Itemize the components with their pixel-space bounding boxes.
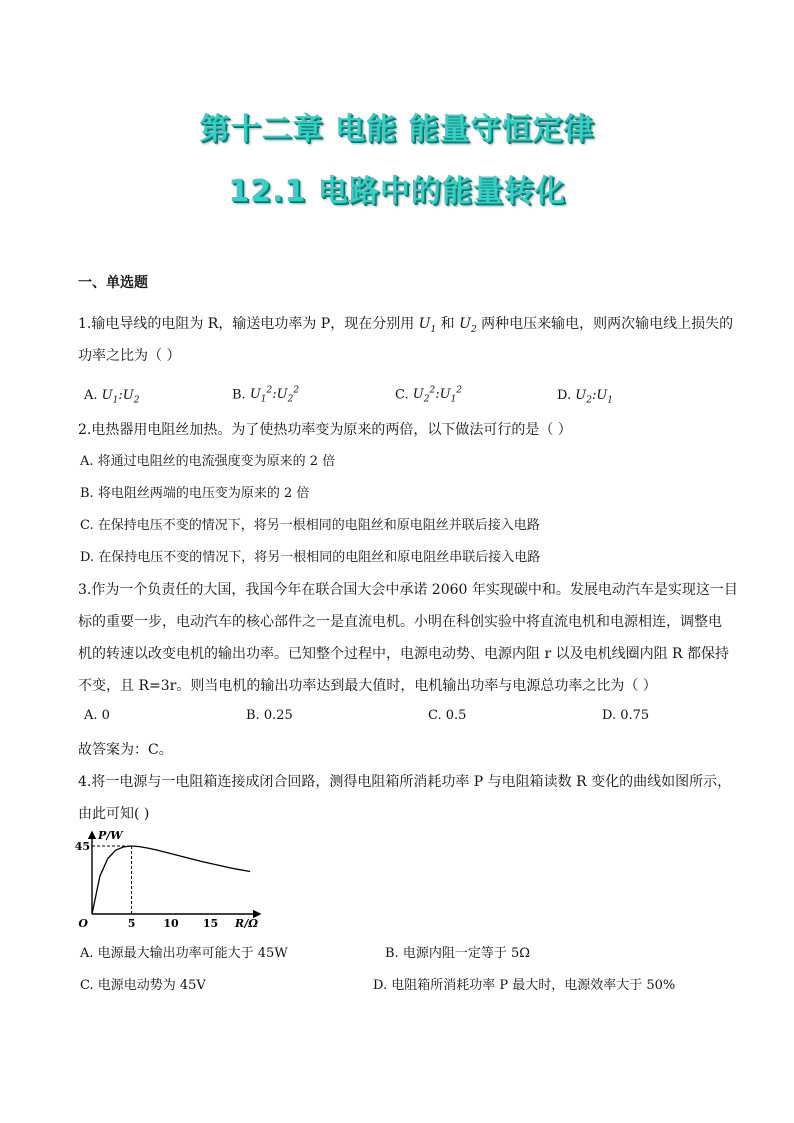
q2-option-a[interactable]: A. 将通过电阻丝的电流强度变为原来的 2 倍 [80,454,336,469]
q1-option-d[interactable]: D. $U_2:U_1$ [557,388,614,406]
section-heading: 一、单选题 [78,275,148,291]
q3-option-d[interactable]: D. 0.75 [602,708,650,723]
x-tick-label: 10 [163,917,179,928]
x-axis-label: R/Ω [235,917,258,928]
q3-stem-line3: 机的转速以改变电机的输出功率。已知整个过程中，电源电动势、电源内阻 r 以及电机线圈内阻 R 都保持 [78,646,730,662]
q1-option-c[interactable]: C. $U_2^2:U_1^2$ [395,386,463,405]
origin-label: O [78,917,88,928]
q4-option-c[interactable]: C. 电源电动势为 45V [80,978,206,993]
q4-option-a[interactable]: A. 电源最大输出功率可能大于 45W [80,946,288,961]
y-tick-label: 45 [74,840,90,853]
y-axis-label: P/W [98,829,123,842]
q3-option-a[interactable]: A. 0 [84,708,110,723]
q2-stem: 2.电热器用电阻丝加热。为了使热功率变为原来的两倍，以下做法可行的是（ ） [78,422,572,438]
q3-option-b[interactable]: B. 0.25 [246,708,293,723]
q2-option-d[interactable]: D. 在保持电压不变的情况下，将另一根相同的电阻丝和原电阻丝串联后接入电路 [80,550,541,565]
power-curve [92,846,250,914]
q3-stem-line1: 3.作为一个负责任的大国，我国今年在联合国大会中承诺 2060 年实现碳中和。发展电动汽车是实现这一目 [78,582,738,598]
q1-stem-line2: 功率之比为（ ） [78,348,181,364]
q4-option-d[interactable]: D. 电阻箱所消耗功率 P 最大时，电源效率大于 50% [373,978,676,993]
x-tick-label: 15 [202,917,219,928]
q1-stem-line1: 1.输电导线的电阻为 R，输送电功率为 P，现在分别用 $U_1$ 和 $U_2$ 两种电压来输电，则两次输电线上损失的 [78,316,734,335]
chapter-title: 第十二章 电能 能量守恒定律 [199,112,595,147]
q3-option-c[interactable]: C. 0.5 [428,708,467,723]
q1-option-a[interactable]: A. $U_1:U_2$ [84,388,140,406]
x-tick-label: 5 [127,917,136,928]
q3-stem-line4: 不变，且 R=3r。则当电机的输出功率达到最大值时，电机输出功率与电源总功率之比为（ ） [78,678,657,694]
q2-option-c[interactable]: C. 在保持电压不变的情况下，将另一根相同的电阻丝和原电阻丝并联后接入电路 [80,518,540,533]
section-title: 12.1 电路中的能量转化 [228,174,566,209]
power-resistance-chart [72,828,272,928]
q2-option-b[interactable]: B. 将电阻丝两端的电压变为原来的 2 倍 [80,486,310,501]
q1-option-b[interactable]: B. $U_1^2:U_2^2$ [232,386,300,405]
q3-stem-line2: 标的重要一步，电动汽车的核心部件之一是直流电机。小明在科创实验中将直流电机和电源相连，调整电 [78,614,722,630]
q4-stem-line1: 4.将一电源与一电阻箱连接成闭合回路，测得电阻箱所消耗功率 P 与电阻箱读数 R 变化的曲线如图所示， [78,774,732,790]
q4-option-b[interactable]: B. 电源内阻一定等于 5Ω [385,946,530,961]
q4-stem-line2: 由此可知( ) [78,806,150,822]
q3-answer: 故答案为：C。 [78,742,173,758]
